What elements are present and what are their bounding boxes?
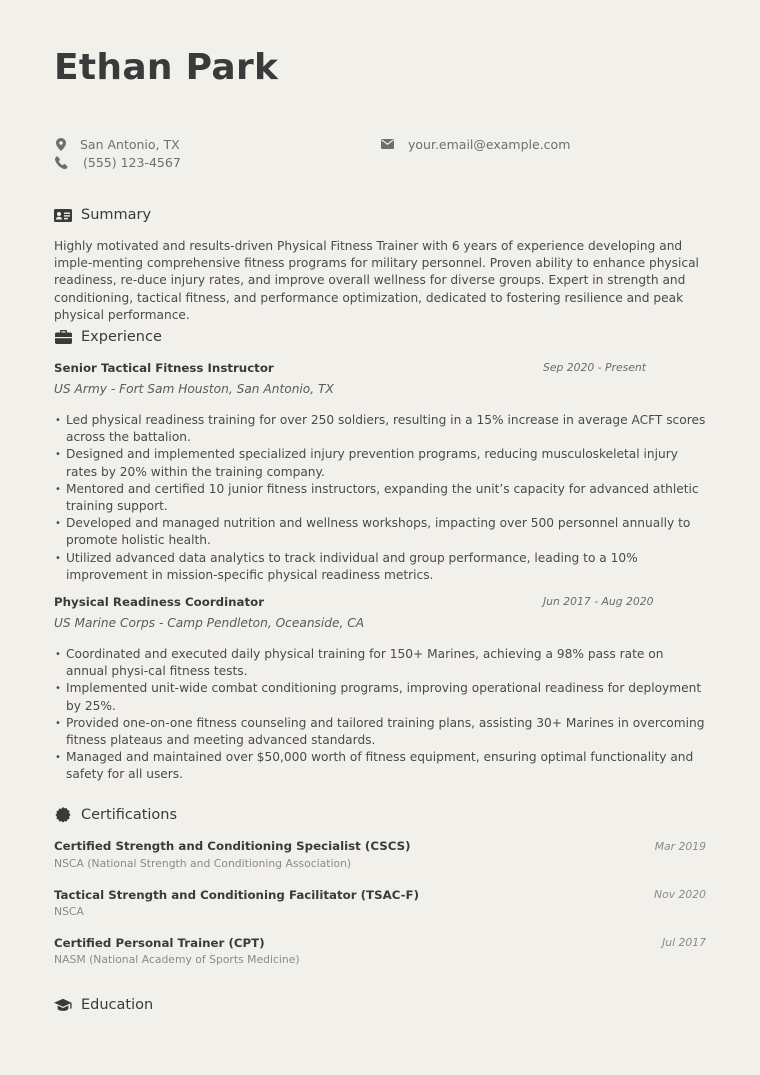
job-bullets [54,646,706,784]
phone-icon [54,155,68,169]
bullet-item: • Led physical readiness training for over 250 soldiers, resulting in a 15% increase in average ACFT scores across the battalion. [54,412,706,446]
bullet-item: • Developed and managed nutrition and wellness workshops, impacting over 500 personnel annually to promote holistic health. [54,515,706,549]
bullet-item: • Implemented unit-wide combat conditioning programs, improving operational readiness for deployment by 25%. [54,680,706,714]
cert-date: Mar 2019 [654,840,706,853]
experience-heading [54,327,162,347]
job-date: Jun 2017 - Aug 2020 [543,595,654,608]
map-pin-icon [54,137,68,151]
summary-heading [54,205,151,225]
bullet-item: • Coordinated and executed daily physical training for 150+ Marines, achieving a 98% pass rate on annual physi-cal fitness tests. [54,646,706,680]
location-text: San Antonio, TX [80,136,180,152]
experience-title: Experience [81,329,162,345]
phone-text: (555) 123-4567 [83,154,181,170]
contact-email [380,135,570,153]
cert-name: Certified Personal Trainer (CPT) [54,936,265,950]
contact-phone [54,153,181,171]
email-text[interactable]: your.email@example.com [408,136,571,152]
job-title: Physical Readiness Coordinator [54,595,265,609]
cert-issuer: NASM (National Academy of Sports Medicine) [54,953,300,966]
cert-issuer: NSCA [54,905,84,918]
cert-issuer: NSCA (National Strength and Conditioning Association) [54,857,352,870]
bullet-item: • Provided one-on-one fitness counseling and tailored training plans, assisting 30+ Marines in overcoming fitness plateaus and meeting advanced standards. [54,715,706,749]
contact-location [54,135,180,153]
job-title: Senior Tactical Fitness Instructor [54,361,274,375]
briefcase-icon [54,329,72,345]
job-organization: US Marine Corps - Camp Pendleton, Oceanside, CA [54,616,365,630]
job-bullets [54,412,706,584]
certifications-title: Certifications [81,807,178,823]
envelope-icon [380,137,394,151]
cert-date: Nov 2020 [654,888,706,901]
education-heading [54,995,153,1015]
bullet-item: • Managed and maintained over $50,000 worth of fitness equipment, ensuring optimal functionality and safety for all users. [54,749,706,783]
bullet-item: • Designed and implemented specialized injury prevention programs, reducing musculoskeletal injury rates by 20% within the training company. [54,446,706,480]
education-title: Education [81,997,154,1013]
certificate-badge-icon [54,807,72,823]
job-organization: US Army - Fort Sam Houston, San Antonio, TX [54,382,334,396]
cert-date: Jul 2017 [662,936,706,949]
graduation-cap-icon [54,997,72,1013]
cert-name: Tactical Strength and Conditioning Facilitator (TSAC-F) [54,888,420,902]
bullet-item: • Utilized advanced data analytics to track individual and group performance, leading to a 10% improvement in mission-specific physical readiness metrics. [54,550,706,584]
summary-title: Summary [81,207,152,223]
certifications-heading [54,805,177,825]
id-card-icon [54,207,72,223]
candidate-name: Ethan Park [54,47,279,88]
job-date: Sep 2020 - Present [543,361,646,374]
bullet-item: • Mentored and certified 10 junior fitness instructors, expanding the unit’s capacity for advanced athletic training support. [54,481,706,515]
cert-name: Certified Strength and Conditioning Specialist (CSCS) [54,839,411,853]
summary-text: Highly motivated and results-driven Physical Fitness Trainer with 6 years of experience developing and imple-menting comprehensive fitness programs for military personnel. Proven ability to enhance physical readiness, re-duce injury rates, and improve overall wellness for diverse groups. Expert in strength and conditioning, tactical fitness, and performance optimization, dedicated to fostering resilience and peak physical performance. [54,239,699,322]
